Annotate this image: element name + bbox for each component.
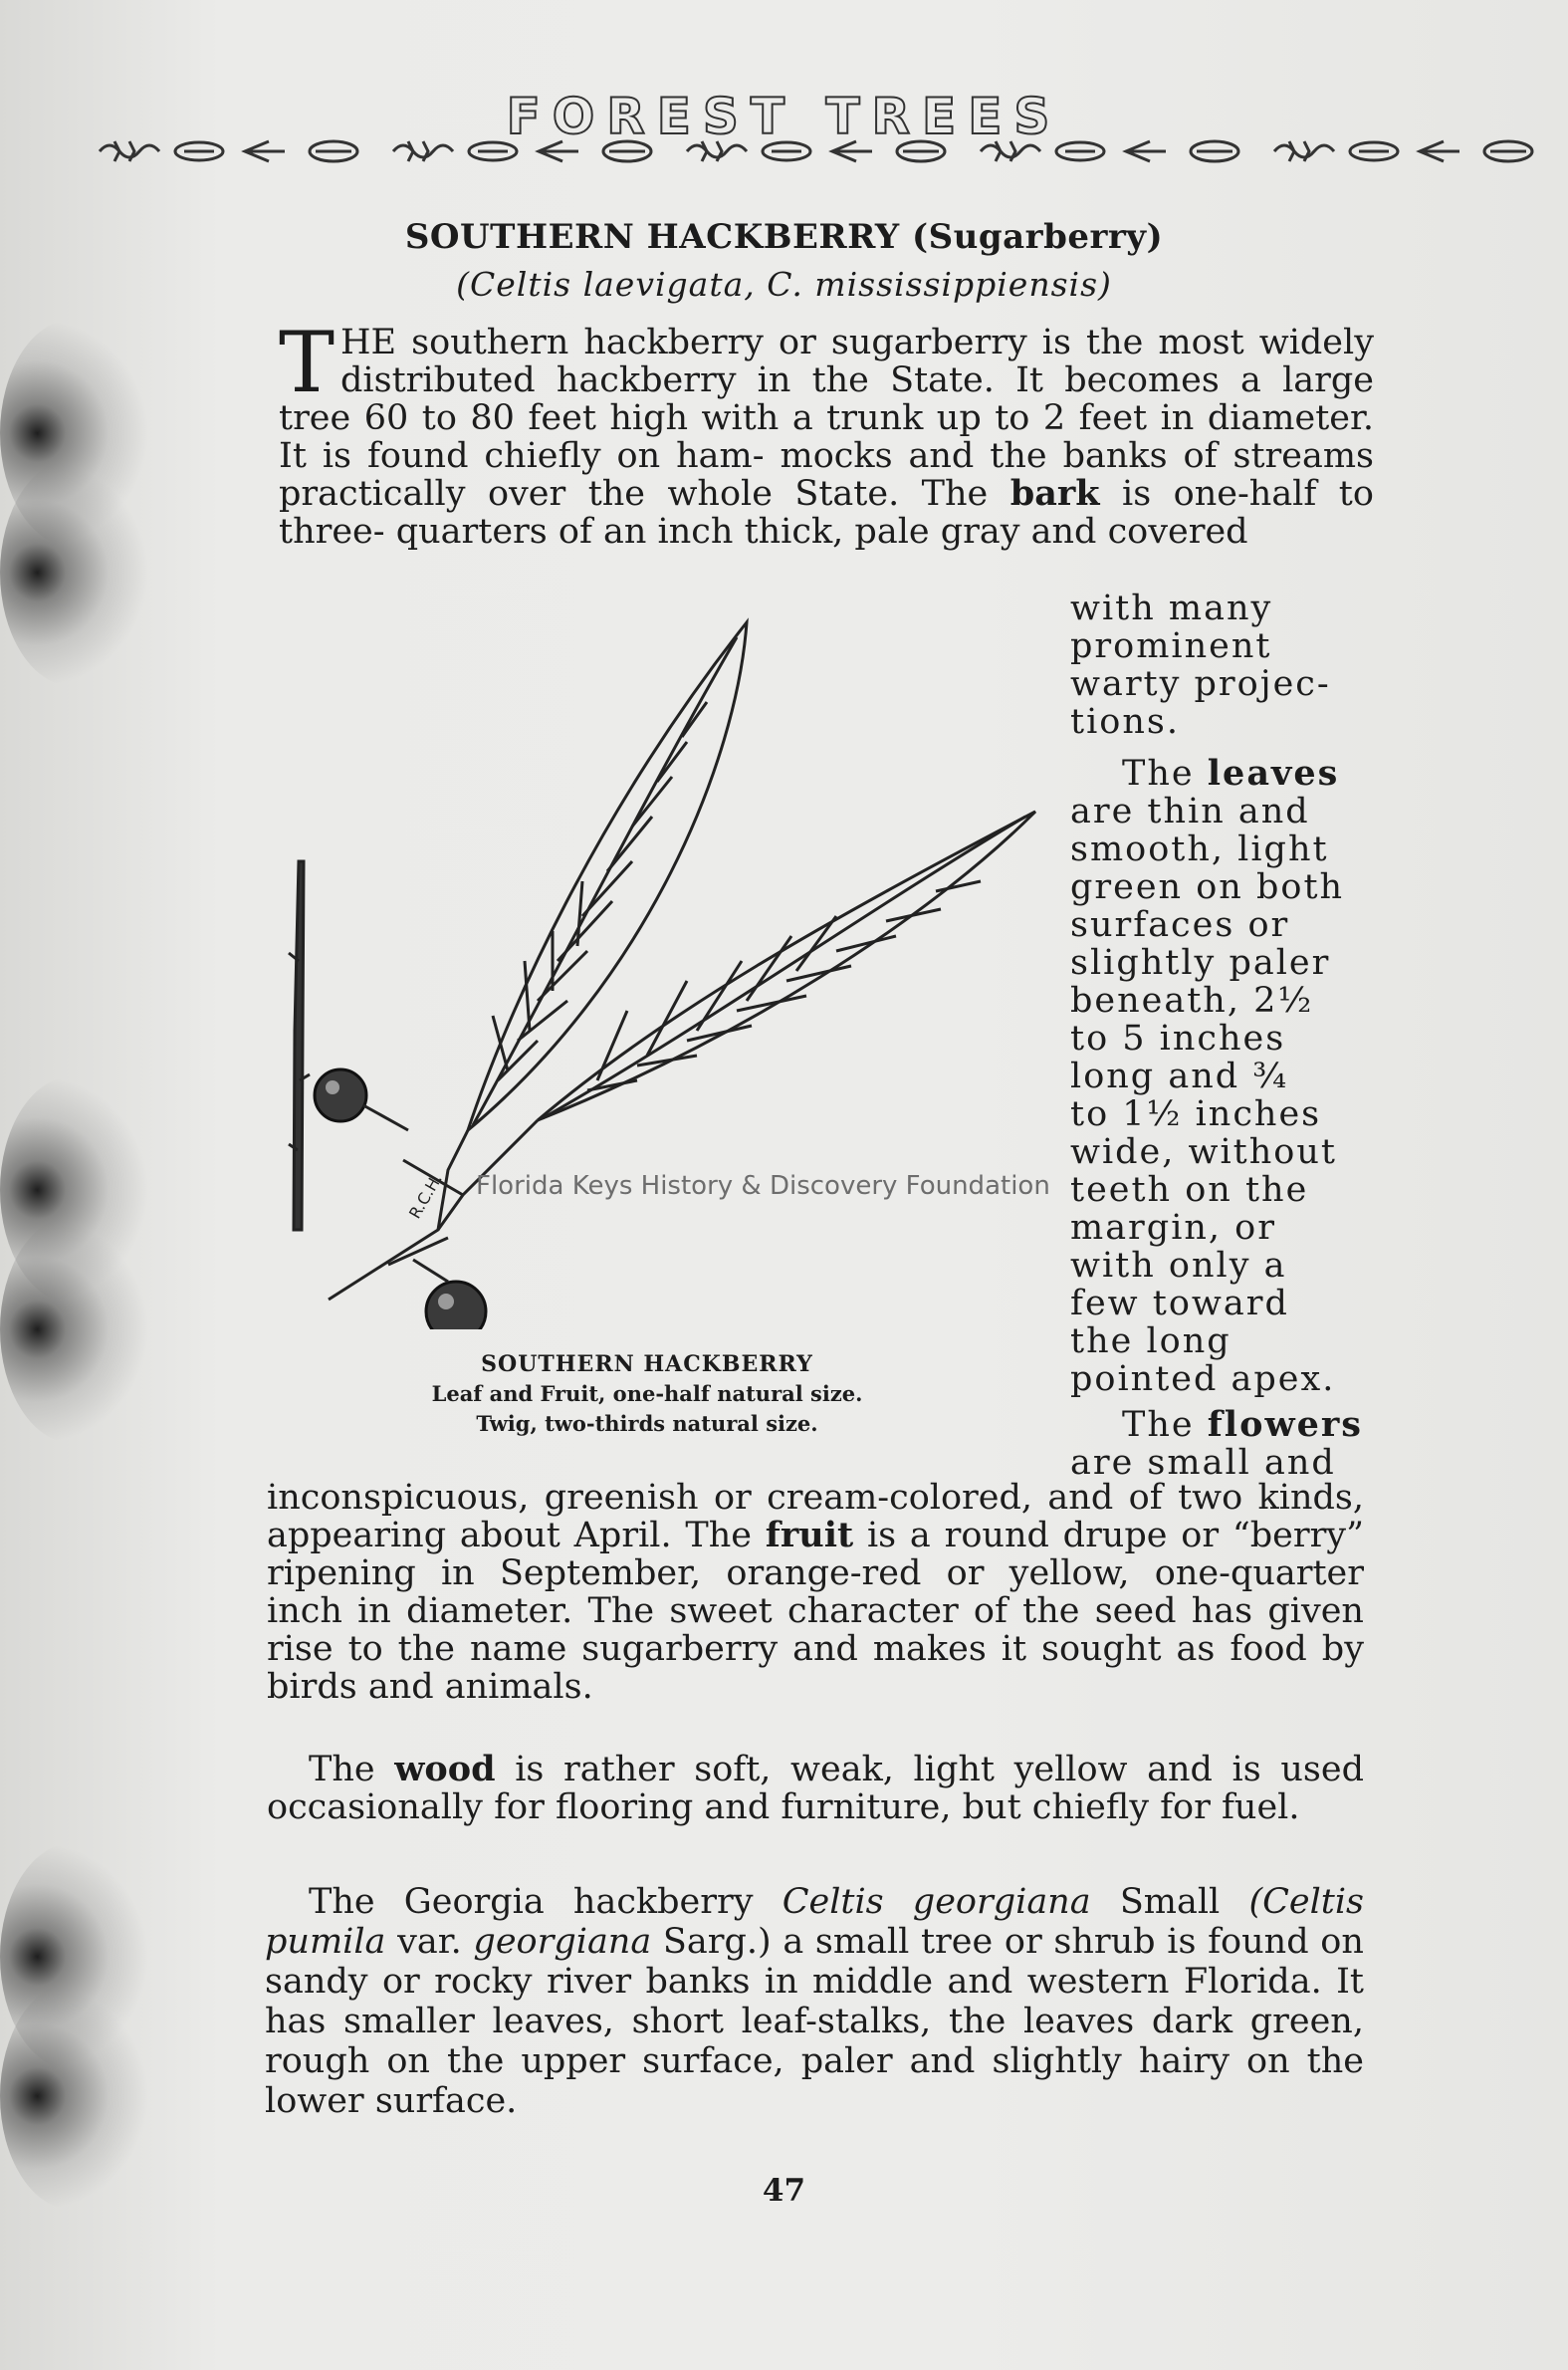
- watermark: Florida Keys History & Discovery Foundation: [476, 1171, 1050, 1201]
- species-name: georgiana: [473, 1922, 652, 1962]
- paragraph-flowers-fruit: inconspicuous, greenish or cream-colored, and of two kinds, appearing about April. The fruit is a round drupe or “berry” ripening in September, orange-red or yellow, one-quarter inch in diameter. The sweet character of the seed has given rise to the name sugarberry and makes it sought as food by birds and animals.: [267, 1478, 1364, 1707]
- binding-hole: [0, 458, 149, 687]
- term-fruit: fruit: [765, 1515, 854, 1555]
- artist-initials: R.C.H.: [405, 1170, 446, 1222]
- page-number: 47: [762, 2173, 806, 2209]
- running-header: FOREST TREES: [506, 88, 1062, 145]
- binding-hole: [0, 1215, 149, 1444]
- article-title: SOUTHERN HACKBERRY (Sugarberry): [404, 217, 1164, 257]
- caption-title: SOUTHERN HACKBERRY: [481, 1351, 813, 1377]
- term-leaves: leaves: [1207, 753, 1340, 794]
- species-name: (Celtis pumila: [265, 1882, 1364, 1962]
- term-flowers: flowers: [1207, 1404, 1363, 1445]
- drop-cap: T: [279, 314, 336, 411]
- caption-line: Leaf and Fruit, one-half natural size.: [431, 1381, 863, 1406]
- paragraph-georgia-hackberry: The Georgia hackberry Celtis georgiana Small (Celtis pumila var. georgiana Sarg.) a small tree or shrub is found on sandy or rocky river banks in middle and western Florida. It has smaller leaves, short leaf-stalks, the leaves dark green, rough on the upper surface, paler and slightly hairy on the lower surface.: [265, 1882, 1364, 2121]
- caption-line: Twig, two-thirds natural size.: [476, 1411, 818, 1436]
- side-column-text: with many prominent warty projec- tions. The leaves are thin and smooth, light green on both surfaces or slightly paler beneath, 2½ to 5 inches long and ¾ to 1½ inches wide, without teeth on the margin, or with only a few toward the long pointed apex. The flowers are small and: [1070, 589, 1363, 1483]
- species-name: Celtis georgiana: [782, 1882, 1091, 1922]
- paragraph-wood: The wood is rather soft, weak, light yellow and is used occasionally for flooring and furniture, but chiefly for fuel.: [267, 1749, 1364, 1827]
- term-bark: bark: [1009, 473, 1100, 514]
- decorative-border-ornament: [95, 131, 1553, 171]
- hackberry-leaf-illustration: [269, 612, 1065, 1329]
- scientific-name: (Celtis laevigata, C. mississippiensis): [456, 265, 1112, 304]
- figure-caption: [338, 1349, 956, 1439]
- term-wood: wood: [394, 1749, 496, 1789]
- paragraph-intro: T HE southern hackberry or sugarberry is the most widely distributed hackberry in the State. It becomes a large tree 60 to 80 feet high with a trunk up to 2 feet in diameter. It is found chiefly on ham- mocks and the banks of streams practically over the whole State. The bark is one-half to three- quarters of an inch thick, pale gray and covered: [279, 314, 1374, 552]
